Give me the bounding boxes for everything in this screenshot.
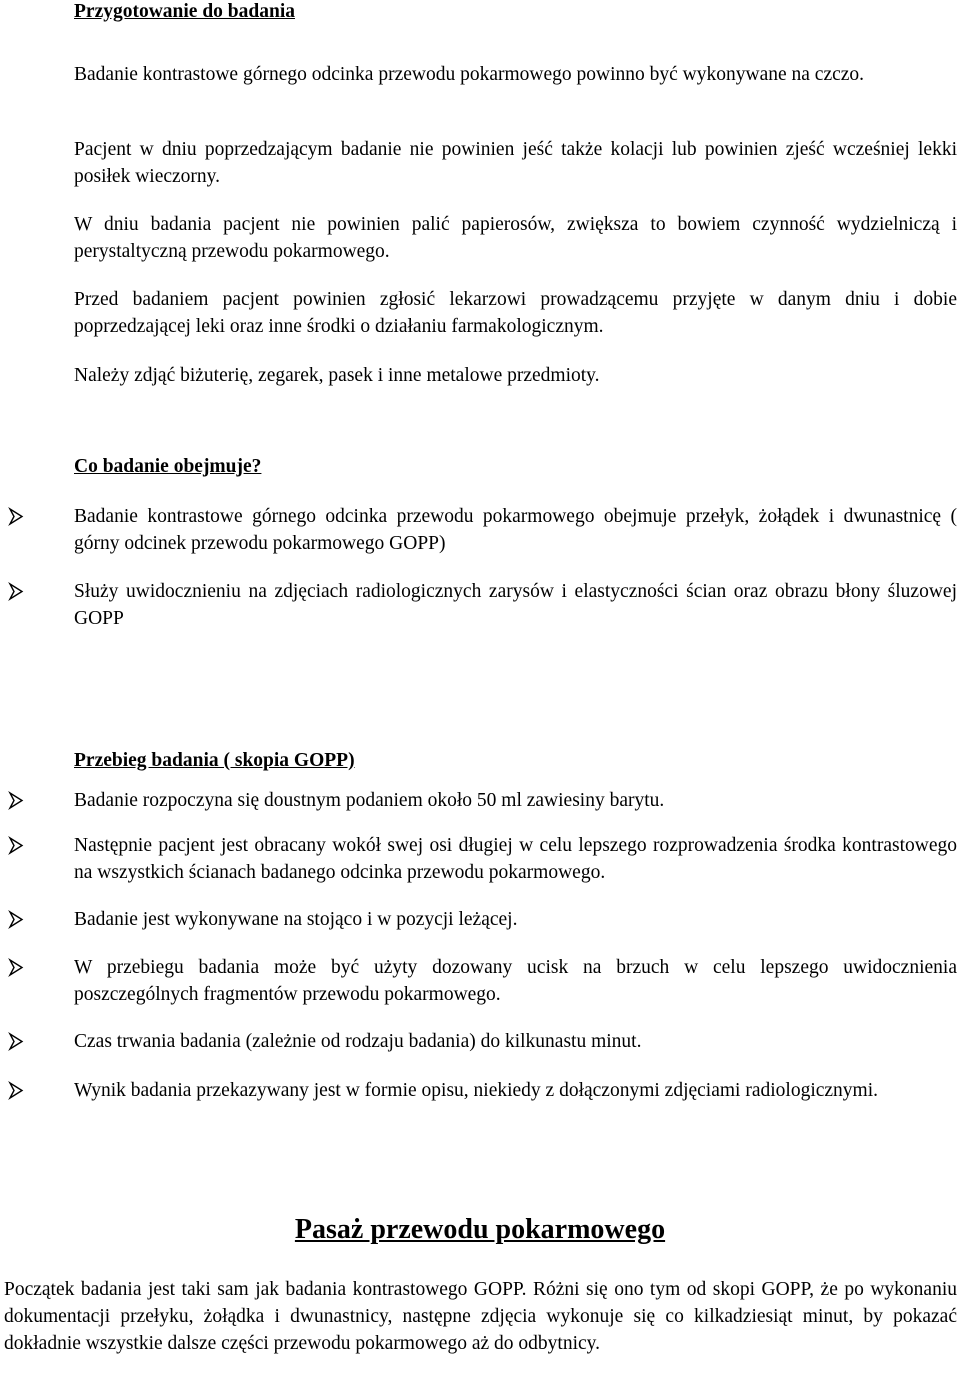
section-heading-procedure: Przebieg badania ( skopia GOPP) <box>74 750 355 771</box>
list-item-text: W przebiegu badania może być użyty dozowany ucisk na brzuch w celu lepszego uwidocznienia poszczególnych fragmentów przewodu pokarmowego. <box>74 957 957 1005</box>
section-title-passage: Pasaż przewodu pokarmowego <box>294 1214 666 1245</box>
list-item-text: Czas trwania badania (zależnie od rodzaju badania) do kilkunastu minut. <box>74 1031 642 1052</box>
arrowhead-bullet-icon <box>7 787 25 814</box>
section-heading-scope: Co badanie obejmuje? <box>74 456 262 477</box>
list-item-text: Badanie jest wykonywane na stojąco i w pozycji leżącej. <box>74 909 518 930</box>
list-item-text: Badanie rozpoczyna się doustnym podaniem około 50 ml zawiesiny barytu. <box>74 790 665 811</box>
arrowhead-bullet-icon <box>7 503 25 530</box>
arrowhead-bullet-icon <box>7 578 25 605</box>
list-item-text: Badanie kontrastowe górnego odcinka przewodu pokarmowego obejmuje przełyk, żołądek i dwunastnicę ( górny odcinek przewodu pokarmowego GOPP) <box>74 506 957 554</box>
paragraph-passage: Początek badania jest taki sam jak badania kontrastowego GOPP. Różni się ono tym od skopi GOPP, że po wykonaniu dokumentacji przełyku, żołądka i dwunastnicy, następne zdjęcia wykonuje się co kilkadziesiąt minut, by pokazać dokładnie wszystkie dalsze części przewodu pokarmowego aż do odbytnicy. <box>4 1279 957 1354</box>
paragraph-preparation-3: W dniu badania pacjent nie powinien palić papierosów, zwiększa to bowiem czynność wydzielniczą i perystaltyczną przewodu pokarmowego. <box>74 214 957 262</box>
paragraph-preparation-4: Przed badaniem pacjent powinien zgłosić lekarzowi prowadzącemu przyjęte w danym dniu i dobie poprzedzającej leki oraz inne środki o działaniu farmakologicznym. <box>74 289 957 337</box>
list-item-text: Służy uwidocznieniu na zdjęciach radiologicznych zarysów i elastyczności ścian oraz obrazu błony śluzowej GOPP <box>74 581 957 629</box>
list-item-text: Wynik badania przekazywany jest w formie opisu, niekiedy z dołączonymi zdjęciami radiologicznymi. <box>74 1080 879 1101</box>
section-heading-preparation: Przygotowanie do badania <box>74 1 296 22</box>
paragraph-preparation-1: Badanie kontrastowe górnego odcinka przewodu pokarmowego powinno być wykonywane na czczo. <box>74 64 865 85</box>
arrowhead-bullet-icon <box>7 1028 25 1055</box>
list-item-text: Następnie pacjent jest obracany wokół swej osi długiej w celu lepszego rozprowadzenia środka kontrastowego na wszystkich ścianach badanego odcinka przewodu pokarmowego. <box>74 835 957 883</box>
paragraph-preparation-2: Pacjent w dniu poprzedzającym badanie nie powinien jeść także kolacji lub powinien zjeść wcześniej lekki posiłek wieczorny. <box>74 139 957 187</box>
arrowhead-bullet-icon <box>7 1077 25 1104</box>
arrowhead-bullet-icon <box>7 906 25 933</box>
arrowhead-bullet-icon <box>7 954 25 981</box>
paragraph-preparation-5: Należy zdjąć biżuterię, zegarek, pasek i inne metalowe przedmioty. <box>74 365 600 386</box>
arrowhead-bullet-icon <box>7 832 25 859</box>
